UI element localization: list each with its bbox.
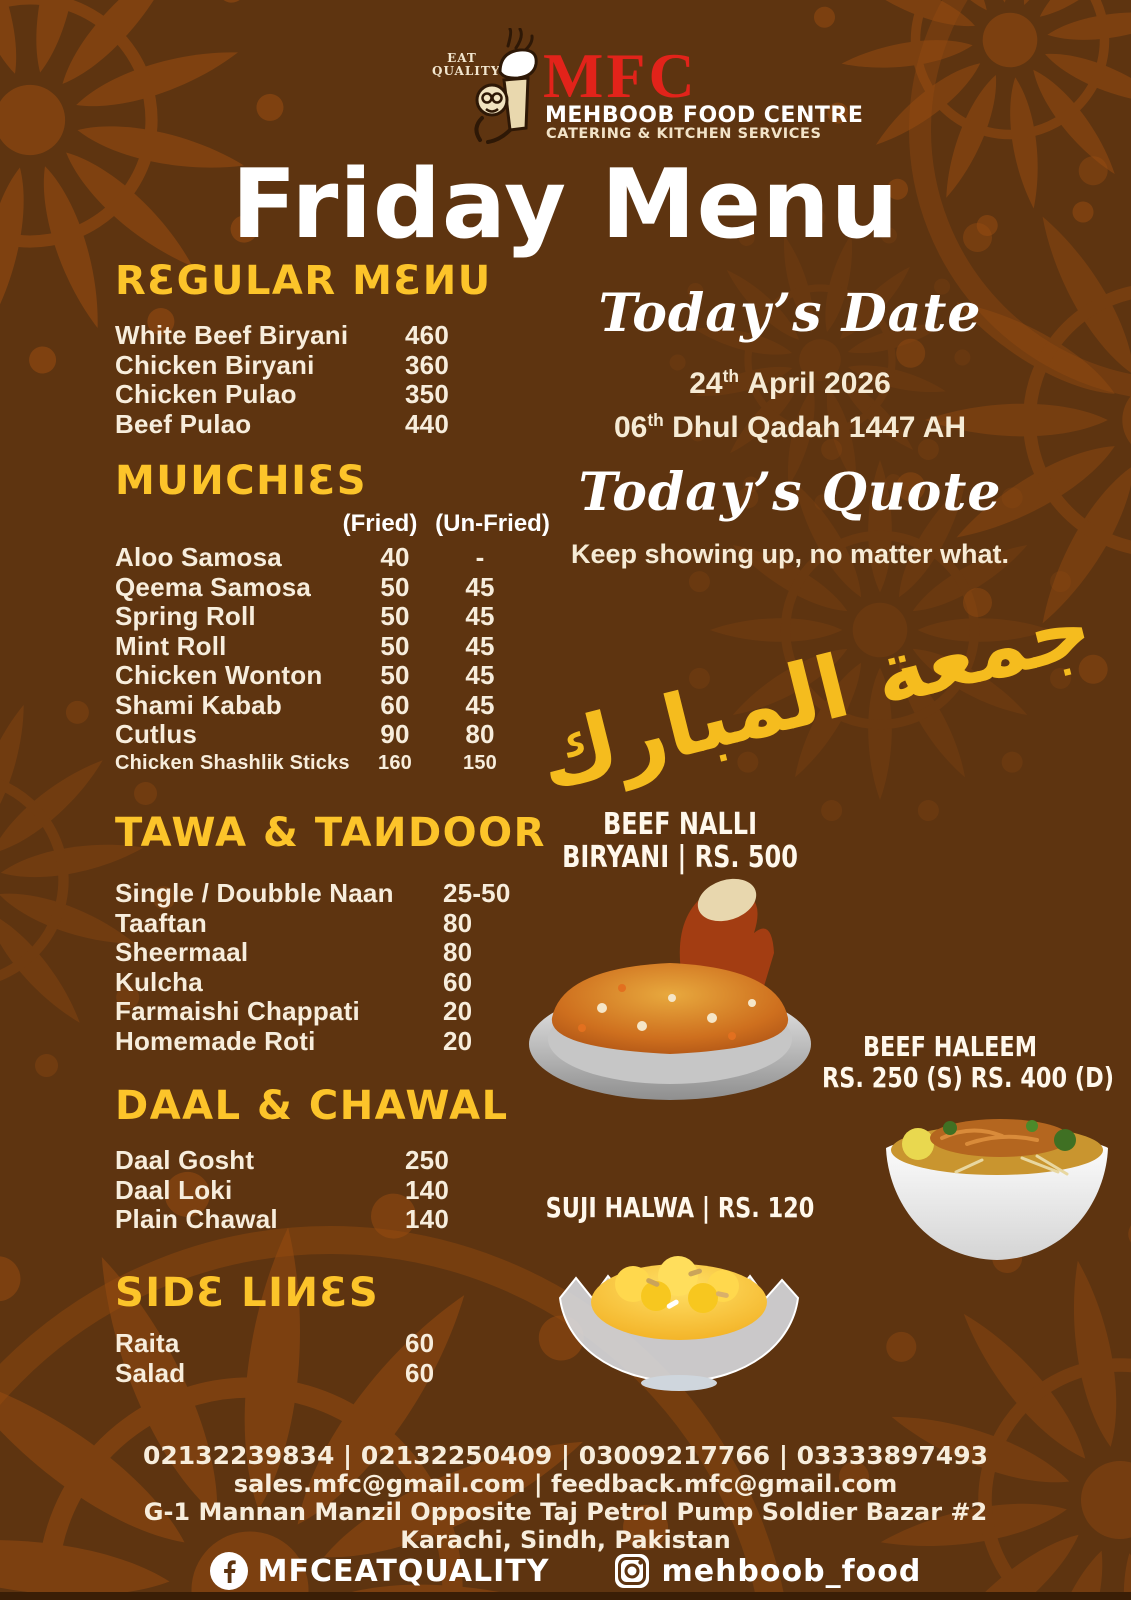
menu-item-price-fried: 50 — [380, 660, 410, 690]
menu-item-price: 60 — [405, 1328, 435, 1358]
menu-item-name: Chicken Shashlik Sticks — [115, 751, 350, 774]
menu-item-row — [115, 320, 545, 350]
menu-item-name: Shami Kabab — [115, 689, 282, 720]
menu-item-row — [115, 967, 555, 997]
facebook-handle: MFCEATQUALITY — [257, 1553, 550, 1589]
brand-name: MEHBOOB FOOD CENTRE — [545, 103, 864, 128]
menu-item-price: 80 — [443, 937, 473, 967]
menu-item-price: 140 — [405, 1204, 449, 1234]
menu-item-price: 20 — [443, 1025, 473, 1056]
chef-mascot-icon — [470, 28, 550, 146]
menu-item-name: White Beef Biryani — [115, 320, 349, 350]
menu-item-row — [115, 749, 555, 779]
menu-item-name: Daal Gosht — [115, 1145, 255, 1175]
menu-item-name: Homemade Roti — [115, 1025, 316, 1056]
menu-item-price: 80 — [443, 907, 473, 938]
menu-item-price-unfried: 150 — [463, 751, 497, 774]
menu-item-row — [115, 379, 545, 409]
menu-item-price-unfried: - — [475, 542, 485, 572]
menu-item-price: 60 — [405, 1357, 435, 1388]
beef-nalli-biryani-image — [522, 858, 818, 1106]
section-heading-munchies: MUИCHIƐS — [115, 458, 368, 504]
menu-item-price-fried: 50 — [380, 630, 410, 661]
menu-item-row — [115, 1026, 555, 1056]
munchies-column-headers — [115, 510, 555, 538]
footer-emails: sales.mfc@gmail.com | feedback.mfc@gmail.com — [233, 1470, 898, 1498]
menu-item-price: 250 — [405, 1145, 449, 1175]
menu-item-name: Kulcha — [115, 966, 203, 997]
menu-item-row — [115, 1358, 545, 1388]
menu-item-row — [115, 631, 555, 661]
beef-haleem-image — [872, 1106, 1122, 1268]
jumma-mubarak-calligraphy: جمعة المبارك — [528, 576, 1102, 810]
menu-item-name: Single / Doubble Naan — [115, 878, 394, 908]
menu-item-name: Daal Loki — [115, 1174, 233, 1205]
menu-item-row — [115, 719, 555, 749]
munchies-list — [115, 542, 555, 778]
column-header-fried: (Fried) — [342, 510, 418, 537]
menu-item-price: 350 — [405, 379, 449, 409]
todays-date-lines — [560, 358, 1020, 446]
menu-item-name: Farmaishi Chappati — [115, 996, 360, 1026]
section-heading-tawa-tandoor: TAWA & TAИDOOR — [115, 810, 546, 856]
menu-item-price-unfried: 80 — [465, 719, 495, 749]
menu-item-price: 460 — [405, 320, 449, 350]
section-heading-regular-menu: RƐGULAR MƐИU — [115, 258, 492, 304]
todays-quote-block — [560, 462, 1020, 570]
todays-date-heading: Today’s Date — [598, 283, 982, 344]
menu-item-name: Plain Chawal — [115, 1204, 278, 1234]
menu-item-price-fried: 60 — [380, 689, 410, 720]
menu-item-name: Cutlus — [115, 719, 198, 749]
bottom-strip — [0, 1592, 1131, 1600]
menu-item-row — [115, 1328, 545, 1358]
facebook-item — [210, 1552, 550, 1590]
hijri-date: 06th Dhul Qadah 1447 AH — [613, 410, 967, 444]
menu-item-price-fried: 160 — [378, 751, 412, 774]
menu-item-row — [115, 542, 555, 572]
menu-item-price-unfried: 45 — [465, 689, 495, 720]
daal-chawal-list — [115, 1145, 545, 1234]
instagram-icon — [613, 1552, 651, 1590]
menu-item-row — [115, 1204, 545, 1234]
menu-item-row — [115, 937, 555, 967]
gregorian-date: 24th April 2026 — [689, 366, 891, 400]
facebook-icon — [210, 1552, 248, 1590]
social-row — [0, 1552, 1131, 1590]
menu-item-name: Spring Roll — [115, 601, 256, 631]
menu-item-row — [115, 878, 555, 908]
menu-item-row — [115, 908, 555, 938]
menu-item-name: Taaftan — [115, 907, 207, 938]
menu-item-row — [115, 660, 555, 690]
menu-item-name: Salad — [115, 1357, 186, 1388]
menu-item-price: 20 — [443, 996, 473, 1026]
menu-item-name: Aloo Samosa — [115, 542, 282, 572]
menu-item-price-fried: 50 — [380, 601, 410, 631]
eat-quality-badge: EAT QUALITY — [432, 51, 501, 78]
menu-item-row — [115, 601, 555, 631]
menu-item-row — [115, 996, 555, 1026]
featured-suji-halwa-label: SUJI HALWA | RS. 120 — [545, 1191, 815, 1224]
menu-item-name: Raita — [115, 1328, 180, 1358]
brand-abbr: MFC — [543, 40, 698, 111]
section-heading-daal-chawal: DAAL & CHAWAL — [115, 1083, 509, 1129]
menu-item-price-unfried: 45 — [465, 660, 495, 690]
menu-item-price: 60 — [443, 966, 473, 997]
todays-quote-text: Keep showing up, no matter what. — [570, 539, 1010, 569]
menu-item-name: Chicken Wonton — [115, 660, 323, 690]
suji-halwa-image — [548, 1240, 810, 1392]
brand-tagline: CATERING & KITCHEN SERVICES — [546, 126, 822, 142]
featured-beef-haleem-label: BEEF HALEEM RS. 250 (S) RS. 400 (D) — [822, 1030, 1114, 1094]
side-lines-list — [115, 1328, 545, 1387]
footer-phone-numbers: 02132239834 | 02132250409 | 03009217766 | 03333897493 — [143, 1441, 988, 1470]
menu-item-name: Chicken Pulao — [115, 379, 297, 409]
menu-item-price: 140 — [405, 1174, 449, 1205]
menu-item-price: 440 — [405, 408, 449, 439]
menu-item-price-unfried: 45 — [465, 630, 495, 661]
menu-item-row — [115, 350, 545, 380]
menu-item-name: Qeema Samosa — [115, 571, 312, 602]
menu-item-price-unfried: 45 — [465, 601, 495, 631]
regular-menu-list — [115, 320, 545, 438]
instagram-item — [613, 1552, 921, 1590]
section-heading-side-lines: SIDƐ LIИƐS — [115, 1270, 380, 1316]
menu-item-price: 25-50 — [443, 878, 511, 908]
todays-quote-heading: Today’s Quote — [578, 462, 1002, 523]
menu-item-row — [115, 572, 555, 602]
menu-item-price-fried: 90 — [380, 719, 410, 749]
menu-item-price-unfried: 45 — [465, 571, 495, 602]
menu-item-row — [115, 690, 555, 720]
todays-date-block — [560, 283, 1020, 446]
column-header-unfried: (Un-Fried) — [435, 510, 550, 537]
menu-item-name: Chicken Biryani — [115, 349, 315, 380]
menu-item-row — [115, 409, 545, 439]
menu-item-row — [115, 1145, 545, 1175]
menu-item-price: 360 — [405, 349, 449, 380]
instagram-handle: mehboob_food — [661, 1553, 922, 1589]
footer-address-line1: G-1 Mannan Manzil Opposite Taj Petrol Pump Soldier Bazar #2 — [143, 1498, 988, 1526]
tawa-tandoor-list — [115, 878, 555, 1055]
featured-beef-nalli-label: BEEF NALLI BIRYANI | RS. 500 — [562, 807, 798, 875]
menu-item-name: Beef Pulao — [115, 408, 252, 439]
menu-item-name: Sheermaal — [115, 937, 249, 967]
menu-item-name: Mint Roll — [115, 630, 227, 661]
menu-item-price-fried: 50 — [380, 571, 410, 602]
footer-address-line2: Karachi, Sindh, Pakistan — [400, 1526, 731, 1554]
menu-item-row — [115, 1175, 545, 1205]
menu-item-price-fried: 40 — [380, 542, 410, 572]
page-title: Friday Menu — [231, 150, 900, 260]
